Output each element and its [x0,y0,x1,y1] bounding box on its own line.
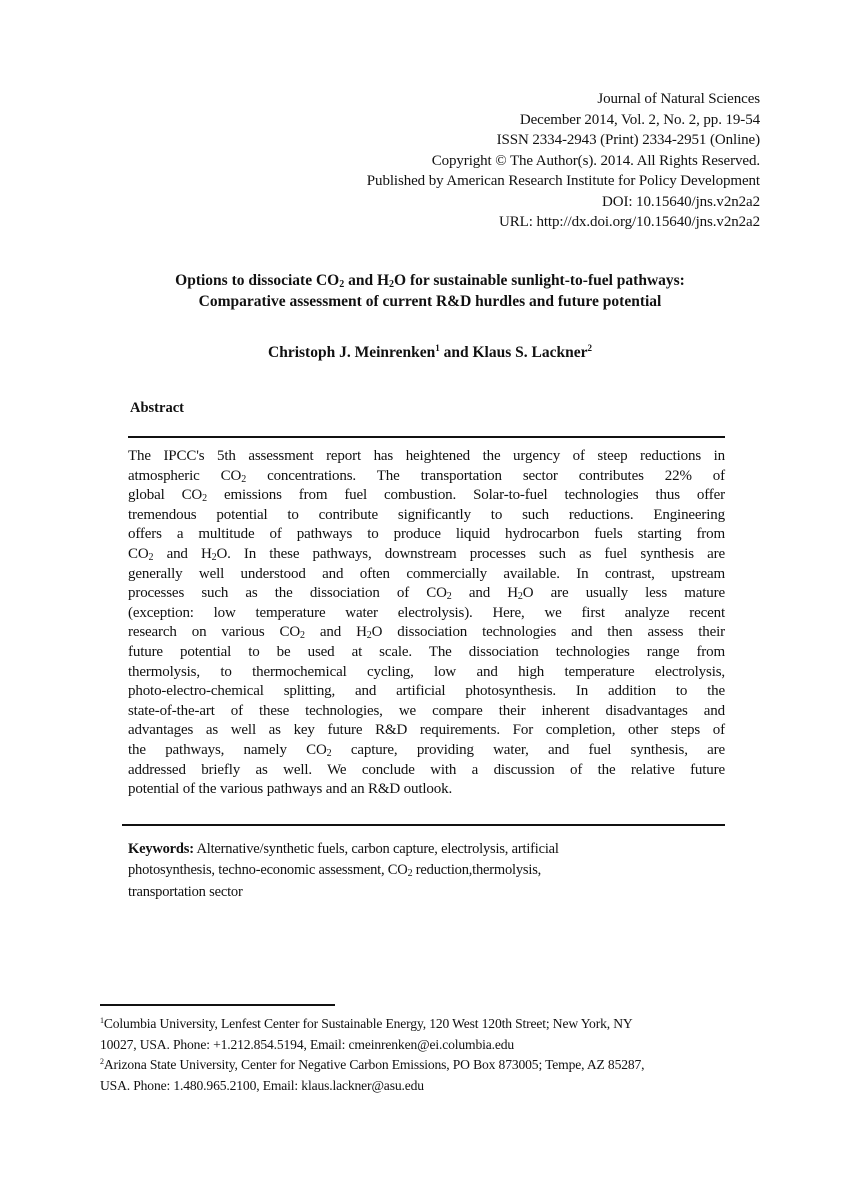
copyright-notice: Copyright © The Author(s). 2014. All Rights Reserved. [431,152,760,169]
abstract-line: offers a multitude of pathways to produce liquid hydrocarbon fuels starting from [128,526,725,543]
abstract-line: The IPCC's 5th assessment report has heightened the urgency of steep reductions in [128,448,725,464]
abstract-line: research on various $CO_2$ and $H_2O$ dissociation technologies and then assess their [128,624,726,642]
journal-issn: ISSN 2334-2943 (Print) 2334-2951 (Online) [496,132,760,148]
footnote-2-line-1: $^2$Arizona State University, Center for Negative Carbon Emissions, PO Box 873005; Tempe, AZ 85287, [100,1057,645,1073]
article-url[interactable]: URL: http://dx.doi.org/10.15640/jns.v2n2a2 [499,214,760,230]
abstract-line: the pathways, namely $CO_2$ capture, providing water, and fuel synthesis, are [128,741,725,759]
keywords-label: Keywords: [128,841,194,857]
abstract-line: future potential to be used at scale. The dissociation technologies range from [128,643,725,660]
keywords-line-2: photosynthesis, techno-economic assessment, $CO_2$ reduction,thermolysis, [128,862,542,880]
journal-issue: December 2014, Vol. 2, No. 2, pp. 19-54 [519,111,760,128]
author-list [60,342,800,363]
footnotes [100,1014,780,1096]
author-2-footnote-mark[interactable]: 2 [587,343,592,353]
abstract-line: addressed briefly as well. We conclude with a discussion of the relative future [128,761,725,778]
author-2: Klaus S. Lackner [472,344,588,361]
abstract-line: global $CO_2$ emissions from fuel combustion. Solar-to-fuel technologies thus offer [128,487,725,505]
author-1-footnote-mark[interactable]: 1 [435,343,440,353]
abstract-line: advantages as well as key future R&D requirements. For completion, other steps of [128,722,725,739]
abstract-line: tremendous potential to contribute significantly to such reductions. Engineering [128,506,725,523]
abstract-line: state-of-the-art of these technologies, we compare their inherent disadvantages and [128,702,725,719]
abstract-body [128,447,725,800]
abstract-line: $CO_2$ and $H_2O$. In these pathways, downstream processes such as fuel synthesis are [128,545,725,563]
abstract-line: photo-electro-chemical splitting, and artificial photosynthesis. In addition to the [128,683,725,700]
abstract-line: potential of the various pathways and an R&D outlook. [128,781,453,798]
author-1: Christoph J. Meinrenken [268,344,436,361]
journal-name: Journal of Natural Sciences [597,91,760,107]
keywords [128,839,748,903]
abstract-line: thermolysis, to thermochemical cycling, low and high temperature electrolysis, [128,663,725,680]
abstract-line: generally well understood and often commercially available. In contrast, upstream [128,565,725,582]
doi: DOI: 10.15640/jns.v2n2a2 [601,193,760,210]
footnote-1-line-1: $^1$Columbia University, Lenfest Center for Sustainable Energy, 120 West 120th Street; New York, NY [100,1016,633,1031]
abstract-line: (exception: low temperature water electrolysis). Here, we first analyze recent [128,604,725,621]
footnote-2-line-2: USA. Phone: 1.480.965.2100, Email: klaus.lackner@asu.edu [100,1077,424,1093]
paper-title [60,270,800,312]
title-line-2: Comparative assessment of current R&D hurdles and future potential [198,293,662,310]
abstract-line: processes such as the dissociation of $CO_2$ and $H_2O$ are usually less mature [128,585,725,603]
publisher: Published by American Research Institute for Policy Development [366,173,760,189]
author-conjunction: and [439,344,473,361]
keywords-line-1: Keywords: Alternative/synthetic fuels, carbon capture, electrolysis, artificial [128,841,559,857]
abstract-bottom-rule [122,824,725,826]
abstract-line: atmospheric $CO_2$ concentrations. The transportation sector contributes 22% of [128,467,725,485]
abstract-heading: Abstract [130,400,184,416]
title-line-1: Options to dissociate $CO_2$ and $H_2O$ for sustainable sunlight-to-fuel pathways: [175,272,685,290]
keywords-line-3: transportation sector [128,883,243,900]
abstract-top-rule [128,436,725,438]
footnote-1-line-2: 10027, USA. Phone: +1.212.854.5194, Email: cmeinrenken@ei.columbia.edu [100,1036,515,1052]
journal-header [367,89,760,233]
footnote-separator [100,1004,335,1006]
